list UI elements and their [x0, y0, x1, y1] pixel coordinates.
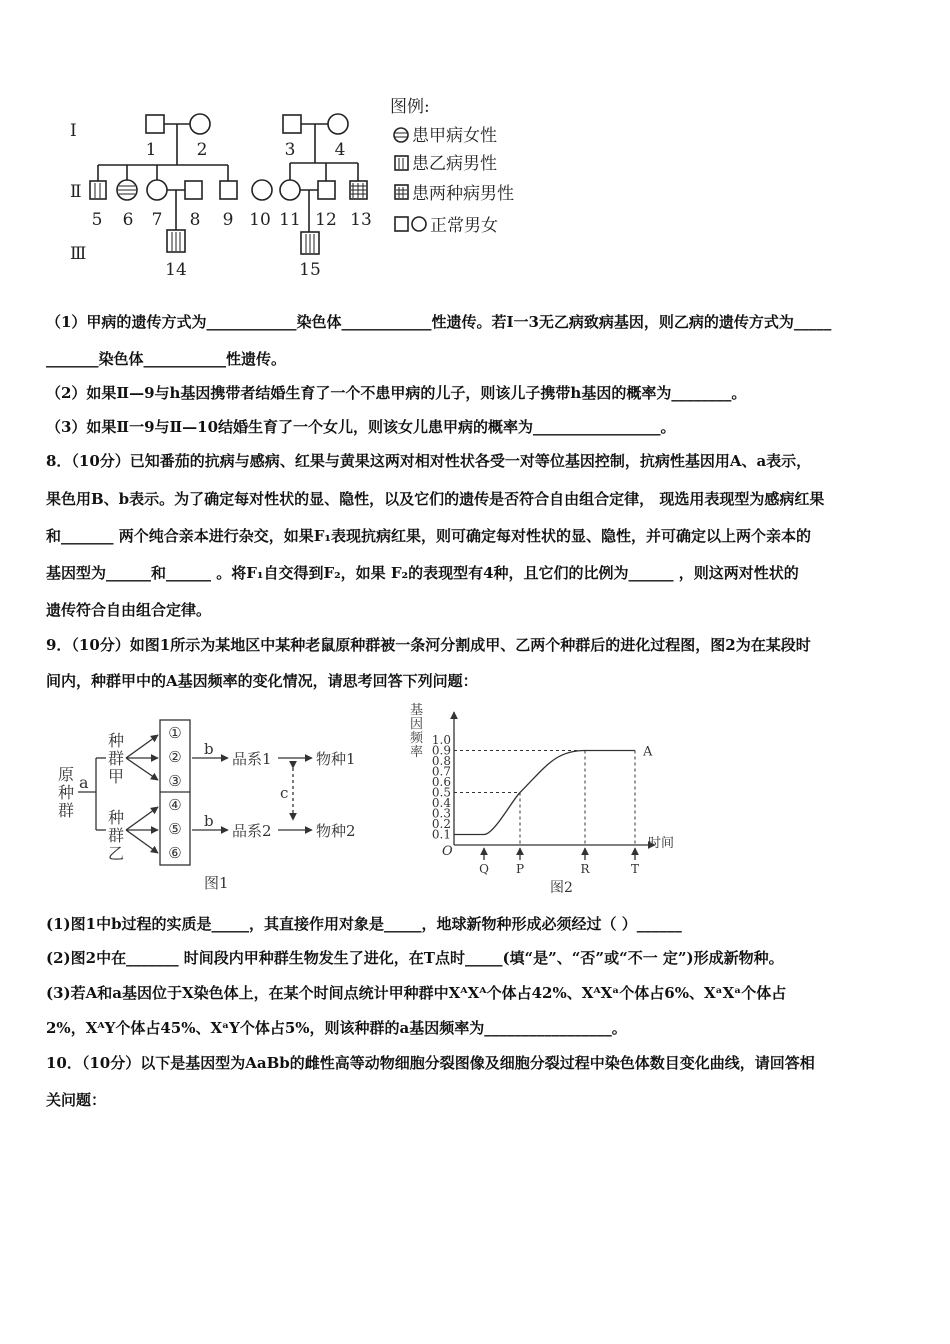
- fig2-xtick-Q: Q: [479, 862, 489, 876]
- id-11: 11: [279, 210, 301, 230]
- id-10: 10: [249, 210, 271, 230]
- fig1-num-6: ⑥: [168, 844, 182, 862]
- fig2-xtick-T: T: [630, 862, 640, 876]
- fig1-popA-char-1: 种: [108, 731, 125, 750]
- fig1-strain-1: 品系1: [232, 750, 272, 768]
- q8-line-4: 基因型为______和______ 。将F₁自交得到F₂，如果 F₂的表现型有4种，且它们的比例为______ ，则这两对性状的: [46, 564, 799, 582]
- id-1: 1: [145, 140, 157, 160]
- q9-line-6: 2%，XᴬY个体占45%、XᵃY个体占5%，则该种群的a基因频率为_________________。: [46, 1019, 627, 1037]
- fig2-origin: O: [442, 844, 453, 859]
- fig1-caption: 图1: [204, 874, 229, 892]
- legend-normal-male-icon: [395, 217, 408, 231]
- pedigree-II7-female: [147, 180, 167, 200]
- fig2-ytick-0.1: 0.1: [431, 827, 451, 842]
- fig1-popA-char-3: 甲: [108, 767, 125, 786]
- q7-line-2: _______染色体___________性遗传。: [46, 350, 287, 368]
- legend-item-normal: 正常男女: [430, 216, 498, 236]
- fig1-orig-char-3: 群: [58, 801, 75, 820]
- q10-line-1: 10．（10分）以下是基因型为AaBb的雌性高等动物细胞分裂图像及细胞分裂过程中染色体数目变化曲线，请回答相: [46, 1054, 815, 1072]
- id-15: 15: [299, 260, 321, 280]
- fig2-series-A-label: A: [643, 744, 653, 760]
- fig1-num-4: ④: [168, 796, 182, 814]
- fig1-popB-char-2: 群: [108, 826, 125, 845]
- fig2-ytick-1.0: 1.0: [431, 733, 451, 747]
- pedigree-I3-male: [283, 115, 301, 133]
- q7-line-3: （2）如果Ⅱ—9与h基因携带者结婚生育了一个不患甲病的儿子，则该儿子携带h基因的概率为________。: [46, 384, 747, 402]
- pedigree-II12-male: [318, 181, 335, 199]
- legend-item-both-male: 患两种病男性: [412, 184, 514, 204]
- fig2-xtick-R: R: [580, 862, 590, 876]
- pedigree-II11-female: [280, 180, 300, 200]
- legend-female-disease-a-icon: [394, 128, 408, 142]
- pedigree-II10-female: [252, 180, 272, 200]
- q8-line-5: 遗传符合自由组合定律。: [46, 601, 212, 619]
- id-5: 5: [91, 210, 103, 230]
- pedigree-II5-male-disease-b: [90, 181, 106, 199]
- fig2-series-A-line: [454, 751, 635, 835]
- fig1-popA-char-2: 群: [108, 749, 125, 768]
- id-3: 3: [284, 140, 296, 160]
- fig1-popB-char-3: 乙: [108, 844, 125, 863]
- pedigree-I4-female: [328, 114, 348, 134]
- id-9: 9: [222, 210, 234, 230]
- q8-line-1: 8．（10分）已知番茄的抗病与感病、红果与黄果这两对相对性状各受一对等位基因控制，抗病性基因用A、a表示，: [46, 452, 812, 470]
- fig1-label-c: c: [280, 784, 289, 802]
- fig1-label-a: a: [79, 773, 89, 792]
- id-7: 7: [151, 210, 163, 230]
- id-8: 8: [189, 210, 201, 230]
- legend-male-both-icon: [395, 185, 408, 199]
- legend-item-disease-b-male: 患乙病男性: [412, 154, 497, 174]
- pedigree-II8-male: [185, 181, 202, 199]
- fig1-num-1: ①: [168, 724, 182, 742]
- fig2-ytick-0.8: 0.8: [431, 754, 451, 768]
- q10-line-2: 关问题：: [46, 1091, 107, 1109]
- id-13: 13: [350, 210, 372, 230]
- fig1-num-3: ③: [168, 772, 182, 790]
- legend-male-disease-b-icon: [395, 156, 408, 170]
- fig2-ytick-0.5: 0.5: [431, 785, 451, 800]
- fig1-species-1: 物种1: [316, 750, 356, 768]
- pedigree-II9-male: [220, 181, 237, 199]
- q8-line-2: 果色用B、b表示。为了确定每对性状的显、隐性，以及它们的遗传是否符合自由组合定律， 现选用表现型为感病红果: [46, 490, 825, 508]
- gen-label-I: Ⅰ: [70, 121, 77, 141]
- fig1-num-2: ②: [168, 748, 182, 766]
- fig1-strain-2: 品系2: [232, 822, 272, 840]
- q9-line-3: (1)图1中b过程的实质是_____，其直接作用对象是_____，地球新物种形成必须经过（ ）______: [46, 915, 682, 933]
- q9-line-1: 9．（10分）如图1所示为某地区中某种老鼠原种群被一条河分割成甲、乙两个种群后的进化过程图，图2为在某段时: [46, 636, 811, 654]
- id-4: 4: [334, 140, 346, 160]
- id-12: 12: [315, 210, 337, 230]
- fig2-xtick-P: P: [515, 862, 525, 876]
- pedigree-I2-female: [190, 114, 210, 134]
- id-6: 6: [122, 210, 134, 230]
- legend-normal-female-icon: [412, 217, 426, 231]
- fig2-x-label: 时间: [648, 836, 675, 851]
- fig2-ylabel-char: 频: [410, 731, 424, 746]
- legend-title: 图例:: [390, 97, 430, 117]
- fig2-caption: 图2: [550, 880, 573, 896]
- q9-line-5: (3)若A和a基因位于X染色体上，在某个时间点统计甲种群中XᴬXᴬ个体占42%、XᴬXᵃ个体占6%、XᵃXᵃ个体占: [46, 984, 787, 1002]
- fig2-ytick-0.2: 0.2: [431, 817, 451, 831]
- fig1-label-b-bottom: b: [204, 812, 214, 830]
- q8-line-3: 和_______ 两个纯合亲本进行杂交，如果F₁表现抗病红果，则可确定每对性状的显、隐性，并可确定以上两个亲本的: [46, 527, 811, 545]
- fig1-orig-char-1: 原: [58, 765, 75, 784]
- fig2-ytick-0.4: 0.4: [431, 796, 451, 810]
- q9-line-2: 间内，种群甲中的A基因频率的变化情况，请思考回答下列问题：: [46, 672, 478, 690]
- fig2-ylabel-char: 率: [410, 745, 424, 760]
- q7-line-1: （1）甲病的遗传方式为____________染色体____________性遗传。若Ⅰ一3无乙病致病基因，则乙病的遗传方式为_____: [46, 313, 832, 331]
- gen-label-III: Ⅲ: [70, 244, 87, 264]
- fig2-ytick-0.6: 0.6: [431, 775, 451, 789]
- fig1-orig-char-2: 种: [58, 783, 75, 802]
- fig1-popB-char-1: 种: [108, 808, 125, 827]
- fig2-ylabel-char: 基: [410, 703, 424, 718]
- figure-2-gene-frequency-chart: [380, 700, 700, 900]
- fig1-species-2: 物种2: [316, 822, 356, 840]
- fig1-num-5: ⑤: [168, 820, 182, 838]
- pedigree-I1-male: [146, 115, 164, 133]
- fig1-label-b-top: b: [204, 740, 214, 758]
- fig2-ytick-0.3: 0.3: [431, 806, 451, 821]
- fig2-ytick-0.9: 0.9: [431, 743, 451, 758]
- q7-line-4: （3）如果Ⅱ一9与Ⅱ—10结婚生育了一个女儿，则该女儿患甲病的概率为_________________。: [46, 418, 676, 436]
- fig2-ylabel-char: 因: [410, 717, 424, 732]
- id-14: 14: [165, 260, 187, 280]
- gen-label-II: Ⅱ: [70, 182, 82, 202]
- q9-line-4: (2)图2中在_______ 时间段内甲种群生物发生了进化，在T点时_____(填“是”、“否”或“不一 定”)形成新物种。: [46, 949, 784, 967]
- figure-1-evolution: [50, 710, 380, 900]
- id-2: 2: [196, 140, 208, 160]
- pedigree-figure: [0, 90, 600, 290]
- legend-item-disease-a-female: 患甲病女性: [412, 126, 497, 146]
- fig2-ytick-0.7: 0.7: [431, 764, 451, 779]
